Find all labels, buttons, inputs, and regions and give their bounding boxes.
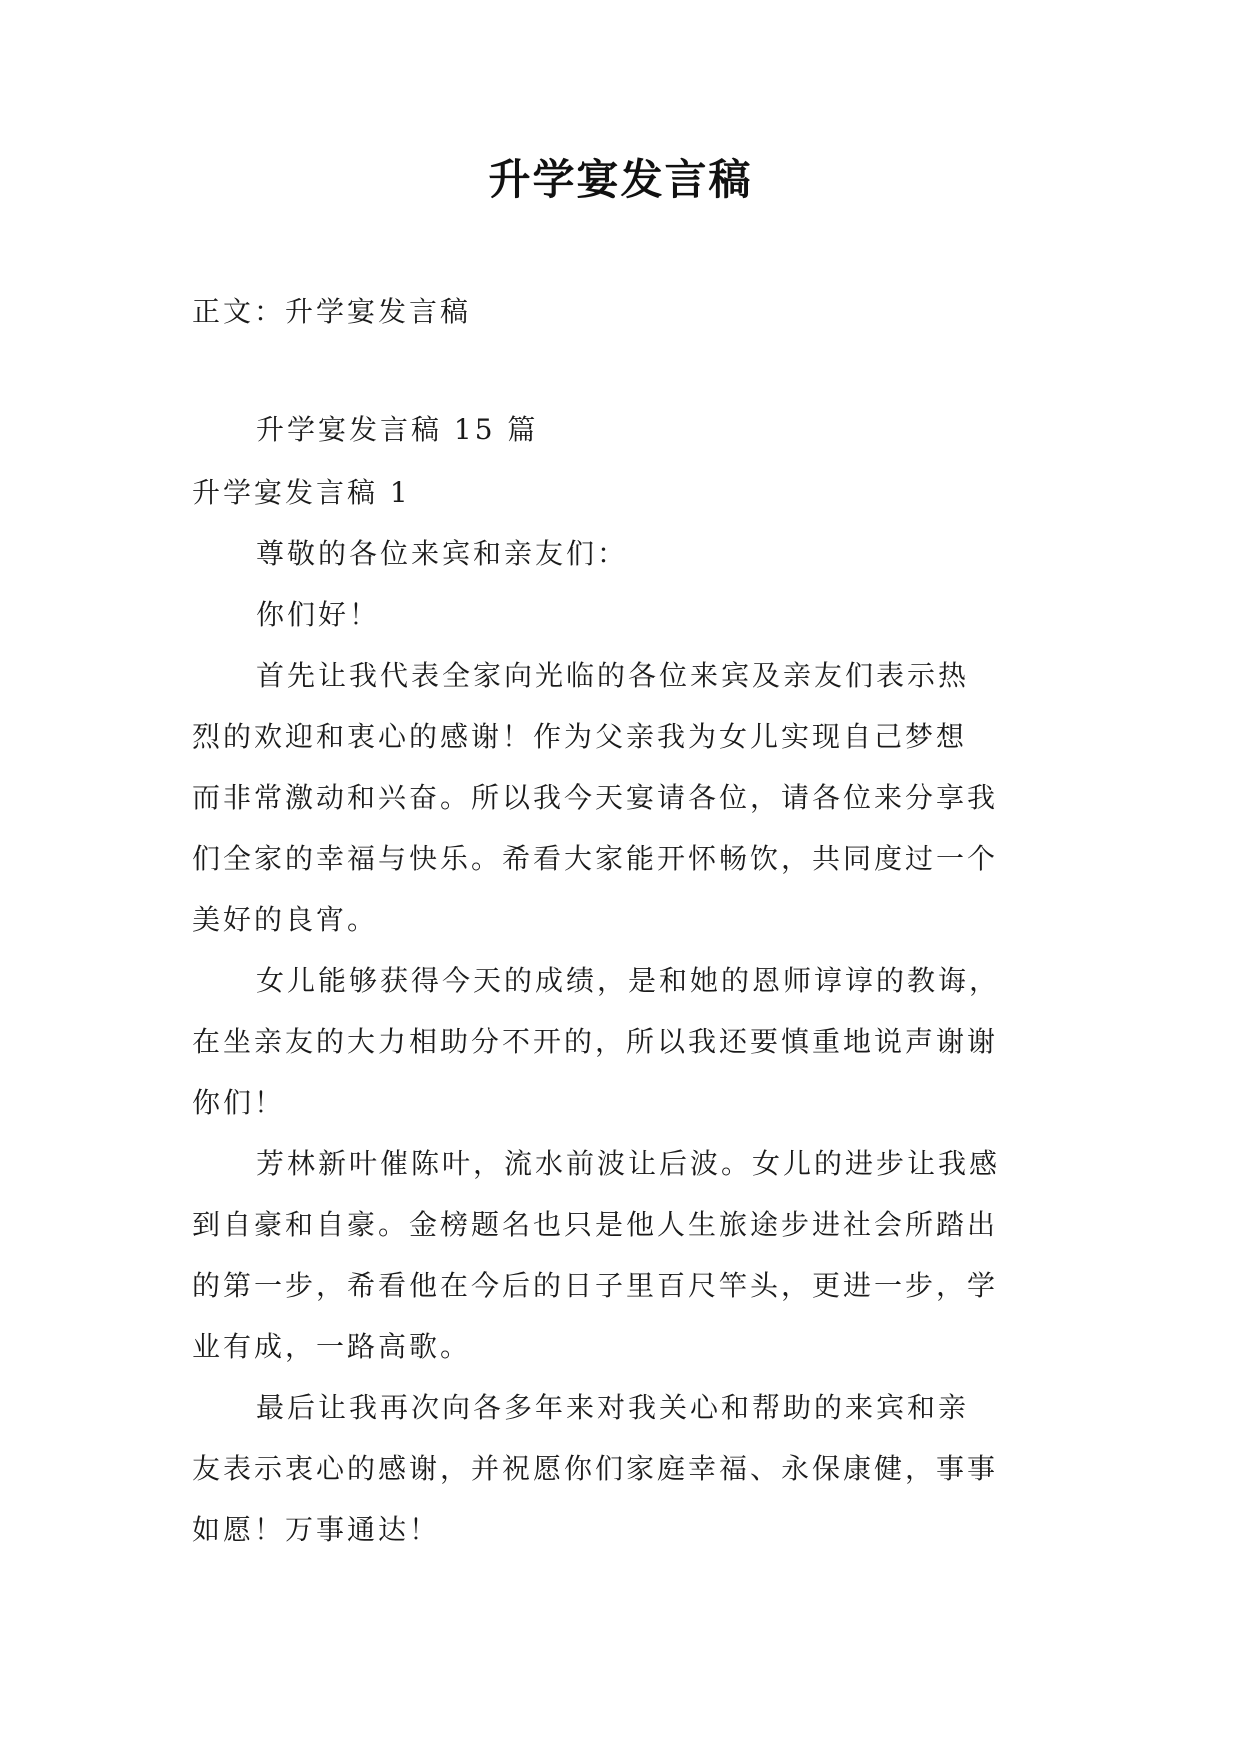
paragraph-line: 在坐亲友的大力相助分不开的，所以我还要慎重地说声谢谢	[192, 1025, 999, 1058]
paragraph-line: 最后让我再次向各多年来对我关心和帮助的来宾和亲	[256, 1391, 970, 1424]
speech-body	[192, 462, 1072, 1560]
paragraph-line: 尊敬的各位来宾和亲友们：	[256, 537, 629, 570]
paragraph-line: 到自豪和自豪。金榜题名也只是他人生旅途步进社会所踏出	[192, 1208, 999, 1241]
paragraph-line: 们全家的幸福与快乐。希看大家能开怀畅饮，共同度过一个	[192, 842, 999, 875]
section-heading: 升学宴发言稿 1	[192, 476, 411, 509]
paragraph-line: 女儿能够获得今天的成绩，是和她的恩师谆谆的教诲，	[256, 964, 1001, 997]
paragraph-line: 芳林新叶催陈叶，流水前波让后波。女儿的进步让我感	[256, 1147, 1001, 1180]
paragraph-line: 业有成，一路高歌。	[192, 1330, 472, 1363]
document-subtitle: 正文：升学宴发言稿	[192, 295, 472, 328]
paragraph-line: 美好的良宵。	[192, 903, 379, 936]
document-title: 升学宴发言稿	[488, 155, 753, 204]
paragraph-line: 烈的欢迎和衷心的感谢！作为父亲我为女儿实现自己梦想	[192, 720, 968, 753]
paragraph-line: 你们好！	[256, 598, 381, 631]
collection-heading: 升学宴发言稿 15 篇	[256, 413, 539, 446]
paragraph-line: 而非常激动和兴奋。所以我今天宴请各位，请各位来分享我	[192, 781, 999, 814]
paragraph-line: 首先让我代表全家向光临的各位来宾及亲友们表示热	[256, 659, 970, 692]
paragraph-line: 你们！	[192, 1086, 286, 1119]
paragraph-line: 的第一步，希看他在今后的日子里百尺竿头，更进一步，学	[192, 1269, 999, 1302]
paragraph-line: 如愿！万事通达！	[192, 1513, 441, 1546]
paragraph-line: 友表示衷心的感谢，并祝愿你们家庭幸福、永保康健，事事	[192, 1452, 999, 1485]
